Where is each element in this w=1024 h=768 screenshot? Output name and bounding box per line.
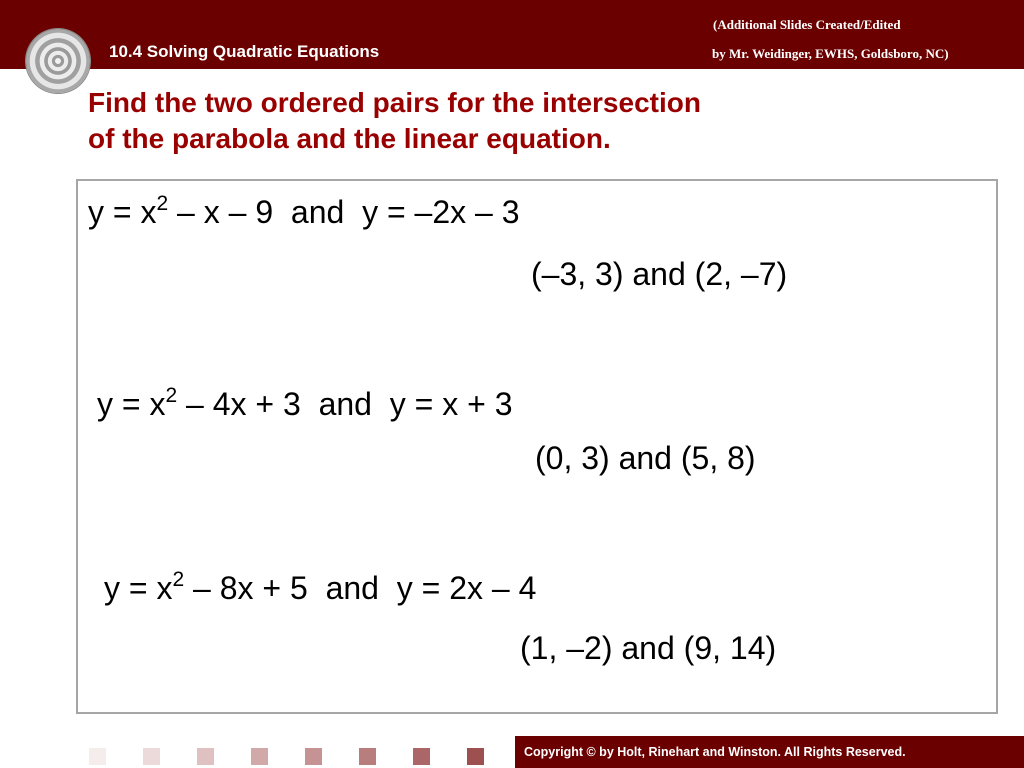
section-title: 10.4 Solving Quadratic Equations: [109, 42, 380, 61]
answer-1: (–3, 3) and (2, –7): [531, 256, 788, 292]
equation-2-rest: – 4x + 3 and y = x + 3: [177, 386, 513, 422]
equation-2-exponent: 2: [165, 384, 178, 407]
equation-3-exponent: 2: [172, 568, 185, 591]
concentric-circles-logo-icon: [26, 29, 90, 93]
heading-line-2: of the parabola and the linear equation.: [88, 123, 611, 154]
footer-square-1: [89, 748, 106, 765]
credit-line-2: by Mr. Weidinger, EWHS, Goldsboro, NC): [712, 46, 949, 61]
equation-1-rest: – x – 9 and y = –2x – 3: [168, 194, 520, 230]
footer-square-4: [251, 748, 268, 765]
footer-square-8: [467, 748, 484, 765]
slide-heading: [88, 85, 701, 157]
credit-line-1: (Additional Slides Created/Edited: [713, 17, 901, 32]
footer-square-6: [359, 748, 376, 765]
equation-1: [88, 194, 520, 230]
equation-3-lhs: y = x: [104, 570, 173, 606]
equation-1-exponent: 2: [156, 192, 169, 215]
copyright-text: Copyright © by Holt, Rinehart and Winston. All Rights Reserved.: [524, 745, 906, 759]
equation-2: [97, 386, 512, 422]
answer-3: (1, –2) and (9, 14): [520, 630, 777, 666]
footer-square-7: [413, 748, 430, 765]
footer-square-2: [143, 748, 160, 765]
footer-square-3: [197, 748, 214, 765]
equation-3-rest: – 8x + 5 and y = 2x – 4: [184, 570, 537, 606]
answer-2: (0, 3) and (5, 8): [535, 440, 756, 476]
heading-line-1: Find the two ordered pairs for the intersection: [88, 87, 701, 118]
equation-2-lhs: y = x: [97, 386, 166, 422]
equation-1-lhs: y = x: [88, 194, 157, 230]
equation-3: [104, 570, 536, 606]
footer-square-5: [305, 748, 322, 765]
